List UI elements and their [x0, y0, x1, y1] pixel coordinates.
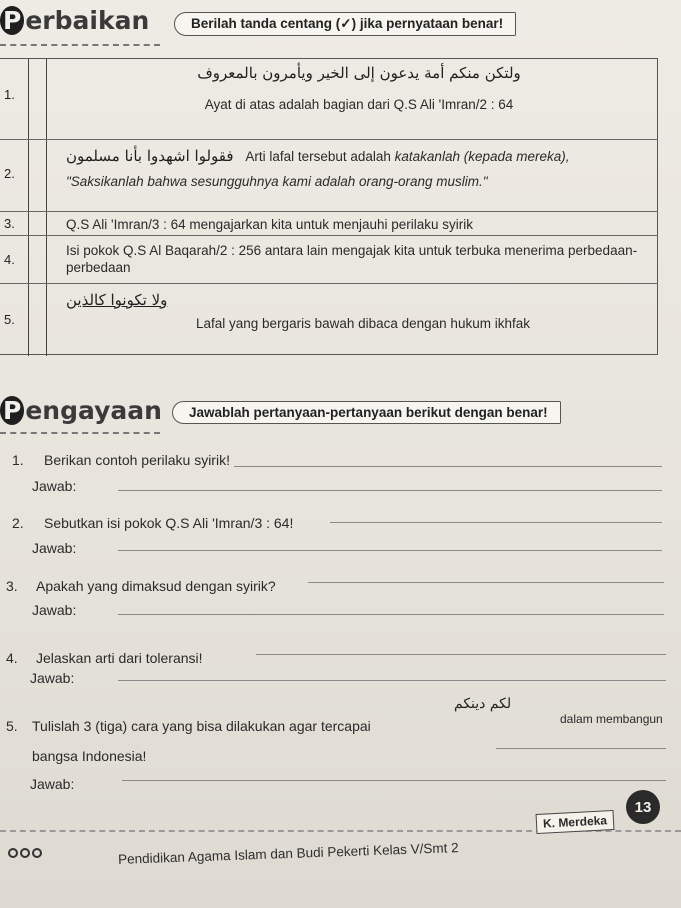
table-row — [0, 59, 658, 139]
statement — [66, 65, 652, 113]
statement-italic: katakanlah (kepada mereka), — [394, 149, 570, 164]
question-text: Sebutkan isi pokok Q.S Ali 'Imran/3 : 64! — [44, 515, 294, 531]
statement-text: Lafal yang bergaris bawah dibaca dengan hukum ikhfak — [196, 316, 530, 331]
table-row — [0, 283, 658, 355]
statement-text: Q.S Ali 'Imran/3 : 64 mengajarkan kita untuk menjauhi perilaku syirik — [66, 217, 474, 232]
checkbox-cell[interactable] — [28, 140, 47, 212]
arabic-verse: فقولوا اشهدوا بأنا مسلمون — [66, 147, 234, 165]
checkbox-cell[interactable] — [28, 236, 47, 284]
question-text: Berikan contoh perilaku syirik! — [44, 452, 230, 468]
decorative-dots-icon — [8, 848, 42, 858]
row-number: 4. — [4, 252, 15, 267]
section2-instruction: Jawablah pertanyaan-pertanyaan berikut dengan benar! — [172, 401, 561, 424]
row-number: 5. — [4, 312, 15, 327]
answer-label: Jawab: — [32, 478, 77, 494]
question-text: Apakah yang dimaksud dengan syirik? — [36, 578, 276, 594]
title-rest: engayaan — [25, 396, 162, 425]
answer-line[interactable] — [496, 748, 666, 749]
book-title: Pendidikan Agama Islam dan Budi Pekerti Kelas V/Smt 2 — [117, 840, 459, 867]
statement-text: Isi pokok Q.S Al Baqarah/2 : 256 antara lain mengajak kita untuk terbuka menerima perbedaan-perbedaan — [66, 243, 638, 275]
arabic-verse: ولا تكونوا كالذين — [66, 291, 168, 309]
question-text: Tulislah 3 (tiga) cara yang bisa dilakukan agar tercapai — [32, 718, 371, 734]
section1-instruction: Berilah tanda centang (✓) jika pernyataan benar! — [174, 12, 516, 36]
question-number: 2. — [12, 515, 24, 531]
answer-line[interactable] — [122, 780, 666, 781]
section-title-pengayaan — [0, 396, 162, 425]
row-number: 1. — [4, 87, 15, 102]
row-number: 3. — [4, 216, 15, 231]
arabic-phrase: لكم دينكم — [454, 696, 512, 712]
checklist-table — [0, 58, 658, 355]
statement-quote: "Saksikanlah bahwa sesungguhnya kami adalah orang-orang muslim." — [66, 174, 488, 189]
statement — [66, 292, 652, 332]
checkbox-cell[interactable] — [28, 59, 47, 139]
question-number: 5. — [6, 718, 18, 734]
answer-line[interactable] — [330, 522, 662, 523]
answer-line[interactable] — [308, 582, 664, 583]
answer-label: Jawab: — [32, 540, 77, 556]
table-row — [0, 235, 658, 283]
answer-line[interactable] — [234, 466, 662, 467]
question-number: 4. — [6, 650, 18, 666]
question-text-end: dalam membangun — [560, 712, 663, 726]
answer-label: Jawab: — [32, 602, 77, 618]
section-title-perbaikan — [0, 6, 149, 35]
question-number: 1. — [12, 452, 24, 468]
question-number: 3. — [6, 578, 18, 594]
answer-label: Jawab: — [30, 776, 75, 792]
checkbox-cell[interactable] — [28, 212, 47, 236]
divider — [0, 432, 160, 434]
answer-line[interactable] — [256, 654, 666, 655]
title-rest: erbaikan — [25, 6, 150, 35]
row-number: 2. — [4, 166, 15, 181]
answer-line[interactable] — [118, 550, 662, 551]
question-text: Jelaskan arti dari toleransi! — [36, 650, 203, 666]
answer-line[interactable] — [118, 614, 664, 615]
arabic-verse: ولتكن منكم أمة يدعون إلى الخير ويأمرون بالمعروف — [197, 64, 521, 82]
statement-text: Arti lafal tersebut adalah — [245, 149, 395, 164]
answer-label: Jawab: — [30, 670, 75, 686]
statement — [66, 148, 652, 190]
title-initial: P — [0, 396, 24, 425]
table-row — [0, 211, 658, 235]
answer-line[interactable] — [118, 490, 662, 491]
statement-text: Ayat di atas adalah bagian dari Q.S Ali 'Imran/2 : 64 — [204, 97, 514, 112]
page-number: 13 — [626, 790, 660, 824]
answer-line[interactable] — [118, 680, 666, 681]
checkbox-cell[interactable] — [28, 284, 47, 356]
divider — [0, 44, 160, 46]
question-text-cont: bangsa Indonesia! — [32, 748, 147, 764]
table-row — [0, 139, 658, 211]
curriculum-badge: K. Merdeka — [536, 810, 615, 834]
title-initial: P — [0, 6, 24, 35]
